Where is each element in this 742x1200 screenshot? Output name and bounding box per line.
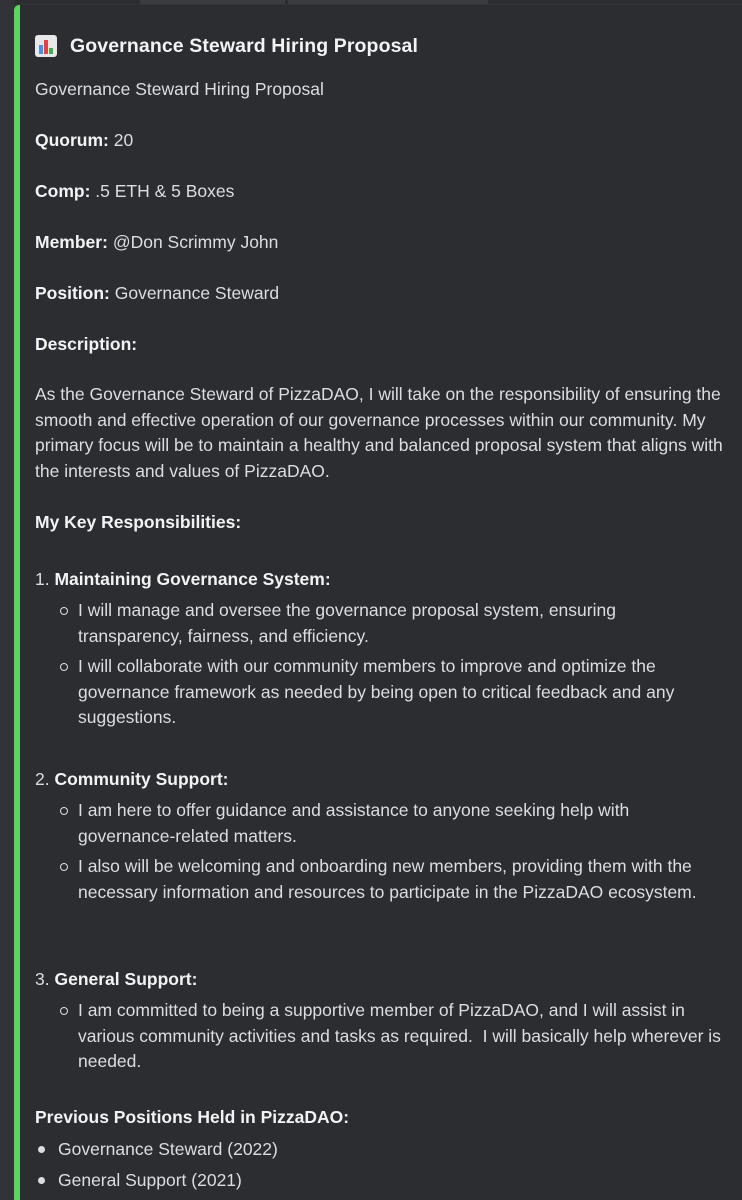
bar-chart-icon — [35, 35, 57, 57]
description-text: As the Governance Steward of PizzaDAO, I will take on the responsibility of ensuring the smooth and effective operation of our governance processes within our community. My primary focus will be to maintain a healthy and balanced proposal system that aligns with the interests and values of PizzaDAO. — [35, 384, 723, 481]
list-item: I will collaborate with our community members to improve and optimize the governance framework as needed by being open to critical feedback and any suggestions. — [78, 656, 675, 727]
position-label: Position: — [35, 283, 110, 303]
top-strip-segment — [140, 0, 285, 4]
top-edge-strip — [0, 0, 742, 4]
member-field — [35, 230, 278, 256]
previous-position-item: General Support (2021) — [58, 1170, 242, 1190]
previous-positions-heading: Previous Positions Held in PizzaDAO: — [35, 1107, 350, 1127]
previous-position-item: Governance Steward (2022) — [58, 1139, 278, 1159]
responsibility-3-heading: 3. General Support: — [35, 969, 198, 989]
hollow-bullet-icon — [60, 663, 68, 671]
member-label: Member: — [35, 232, 108, 252]
responsibility-1-heading: 1. Maintaining Governance System: — [35, 569, 331, 589]
description-heading: Description: — [35, 334, 138, 354]
hollow-bullet-icon — [60, 607, 68, 615]
hollow-bullet-icon — [60, 863, 68, 871]
list-item: I am committed to being a supportive member of PizzaDAO, and I will assist in various community activities and tasks as required. I will basically help wherever is needed. — [78, 1000, 726, 1071]
quorum-label: Quorum: — [35, 130, 109, 150]
hollow-bullet-icon — [60, 1007, 68, 1015]
embed-subtitle: Governance Steward Hiring Proposal — [35, 79, 324, 99]
hollow-bullet-icon — [60, 807, 68, 815]
proposal-embed — [14, 5, 742, 1200]
position-value: Governance Steward — [114, 283, 280, 303]
bullet-icon — [38, 1146, 45, 1153]
list-item: I will manage and oversee the governance proposal system, ensuring transparency, fairness, and efficiency. — [78, 600, 616, 646]
message-gutter — [0, 0, 14, 1200]
bullet-icon — [38, 1177, 45, 1184]
comp-label: Comp: — [35, 181, 91, 201]
top-strip-segment — [288, 0, 488, 4]
embed-title-row — [35, 33, 418, 59]
embed-title: Governance Steward Hiring Proposal — [70, 34, 418, 57]
quorum-value: 20 — [113, 130, 134, 150]
quorum-field — [35, 128, 133, 154]
member-mention[interactable]: @Don Scrimmy John — [112, 232, 279, 252]
position-field — [35, 281, 279, 307]
embed-accent-bar — [14, 5, 20, 1200]
comp-field — [35, 179, 234, 205]
list-item: I am here to offer guidance and assistance to anyone seeking help with governance-related matters. — [78, 800, 630, 846]
responsibilities-heading: My Key Responsibilities: — [35, 512, 242, 532]
comp-value: .5 ETH & 5 Boxes — [95, 181, 235, 201]
responsibility-2-heading: 2. Community Support: — [35, 769, 229, 789]
list-item: I also will be welcoming and onboarding new members, providing them with the necessary information and resources to participate in the PizzaDAO ecosystem. — [78, 856, 697, 902]
